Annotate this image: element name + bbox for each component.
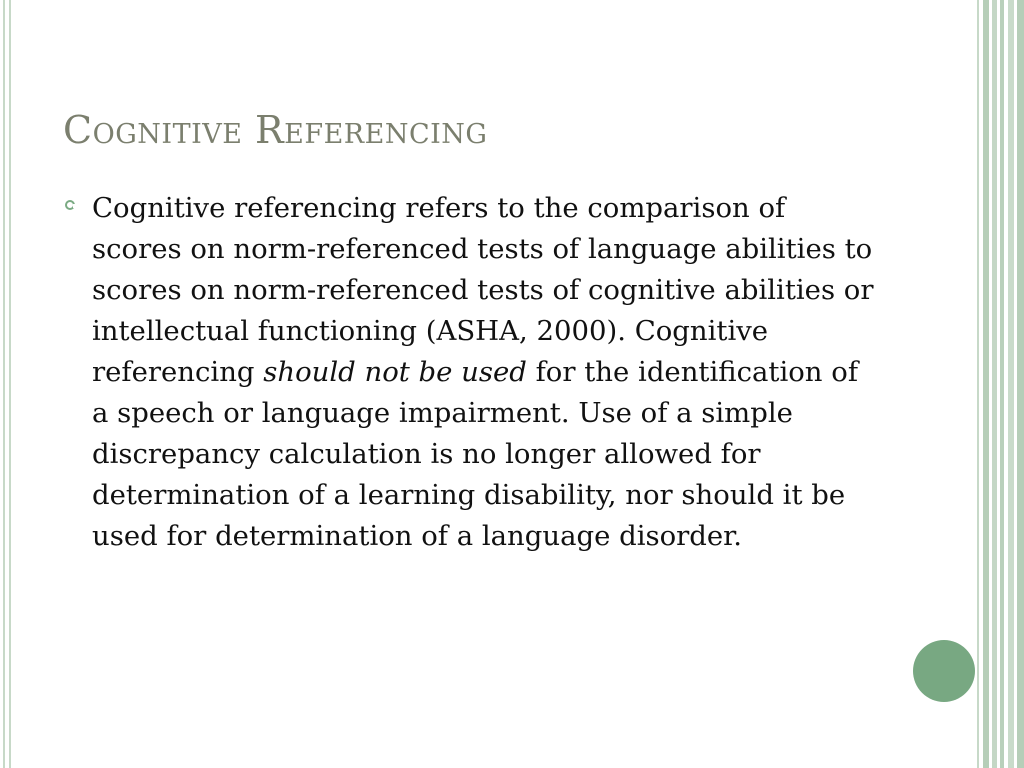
right-stripe [1017, 0, 1024, 768]
right-stripe [1008, 0, 1014, 768]
left-border-line [3, 0, 5, 768]
right-stripe [977, 0, 979, 768]
right-stripe [1000, 0, 1004, 768]
bullet-item [63, 188, 883, 557]
right-stripe [983, 0, 989, 768]
left-border-line [9, 0, 11, 768]
bullet-text-part1: Cognitive referencing refers to the comparison of scores on norm-referenced tests of language abilities to scores on norm-referenced tests of cognitive abilities or intellectual functioning (ASHA, 2000). Cognitive referencing [92, 192, 874, 388]
green-circle-decoration [913, 640, 975, 702]
right-stripe [992, 0, 997, 768]
bullet-text-part2: for the identification of a speech or language impairment. Use of a simple discrepancy calculation is no longer allowed for determination of a learning disability, nor should it be used for determination of a language disorder. [92, 356, 858, 552]
bullet-text-emphasis: should not be used [263, 356, 527, 388]
bullet-text [92, 188, 877, 557]
slide-title: Cognitive Referencing [63, 108, 488, 152]
hollow-circle-bullet-icon [65, 200, 75, 210]
